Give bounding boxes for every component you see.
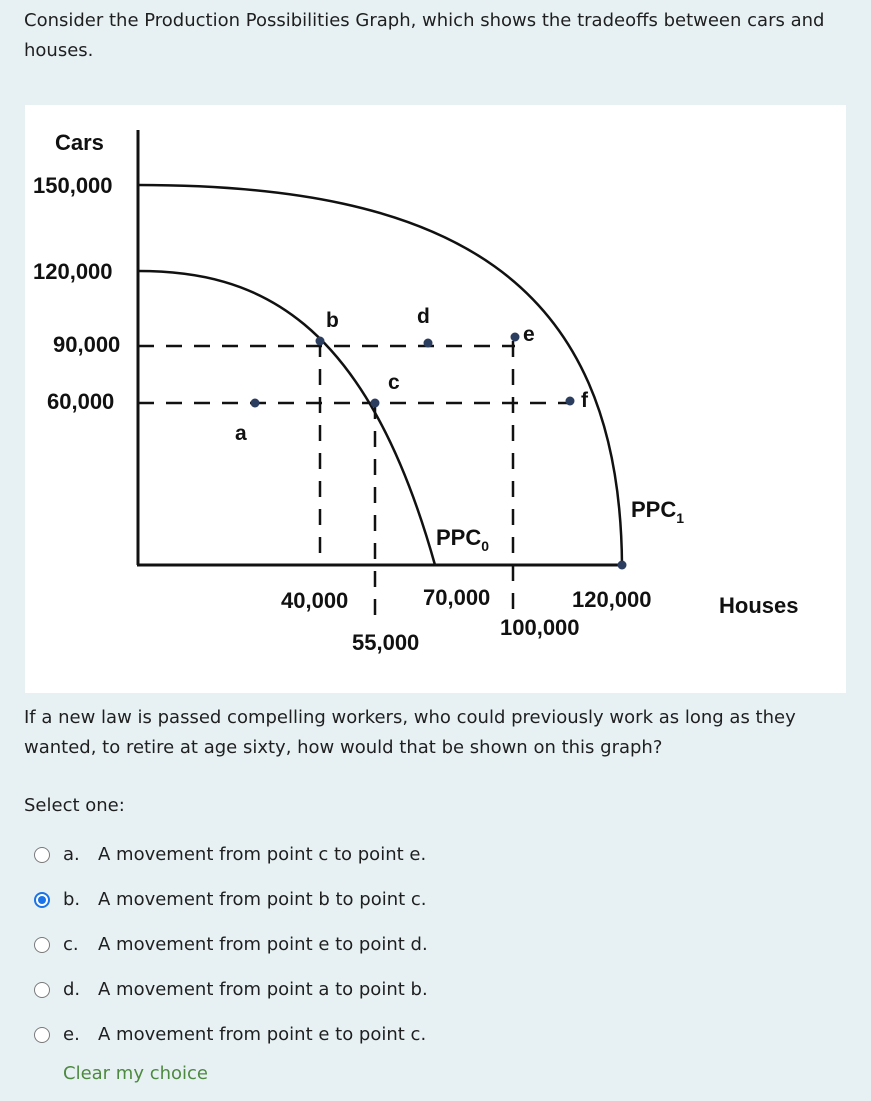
point-d-marker (424, 339, 433, 348)
point-c-marker (371, 399, 380, 408)
option-e-radio[interactable] (34, 1027, 50, 1043)
option-c-text[interactable]: A movement from point e to point d. (98, 934, 428, 955)
option-a-letter: a. (63, 844, 80, 865)
point-e-marker (511, 333, 520, 342)
x-tick-100000: 100,000 (500, 615, 580, 640)
option-b-radio[interactable] (34, 892, 50, 908)
y-axis-label: Cars (55, 130, 104, 155)
point-b-marker (316, 337, 325, 346)
clear-choice-link[interactable]: Clear my choice (63, 1063, 208, 1084)
point-a-label: a (235, 422, 247, 445)
point-f-label: f (581, 389, 588, 412)
y-tick-120000: 120,000 (33, 259, 113, 284)
y-tick-60000: 60,000 (47, 389, 115, 414)
y-tick-90000: 90,000 (53, 332, 121, 357)
option-b-text[interactable]: A movement from point b to point c. (98, 889, 427, 910)
y-tick-150000: 150,000 (33, 173, 113, 198)
point-c-label: c (388, 371, 400, 394)
option-c-radio[interactable] (34, 937, 50, 953)
option-e-letter: e. (63, 1024, 80, 1045)
point-a-marker (251, 399, 260, 408)
option-e[interactable] (34, 1012, 428, 1057)
ppc1-intercept-marker (618, 561, 627, 570)
option-a-text[interactable]: A movement from point c to point e. (98, 844, 427, 865)
option-e-text[interactable]: A movement from point e to point c. (98, 1024, 427, 1045)
option-b[interactable] (34, 877, 428, 922)
x-tick-55000: 55,000 (352, 630, 420, 655)
option-a[interactable] (34, 832, 428, 877)
option-c-letter: c. (63, 934, 79, 955)
answer-options (34, 832, 428, 1057)
option-d-text[interactable]: A movement from point a to point b. (98, 979, 428, 1000)
option-d-letter: d. (63, 979, 81, 1000)
x-tick-40000: 40,000 (281, 588, 349, 613)
point-b-label: b (326, 309, 339, 332)
point-e-label: e (523, 323, 535, 346)
option-b-letter: b. (63, 889, 81, 910)
point-d-label: d (417, 305, 430, 328)
ppc1-curve (138, 185, 622, 565)
x-tick-120000: 120,000 (572, 587, 652, 612)
ppf-graph (25, 105, 846, 693)
question-prompt: If a new law is passed compelling workers, who could previously work as long as they wanted, to retire at age sixty, how would that be shown on this graph? (24, 707, 796, 758)
question-intro: Consider the Production Possibilities Graph, which shows the tradeoffs between cars and houses. (24, 10, 825, 61)
select-one-label: Select one: (24, 795, 125, 816)
option-d-radio[interactable] (34, 982, 50, 998)
option-a-radio[interactable] (34, 847, 50, 863)
ppc1-label: $PPC_1$ (631, 497, 685, 526)
option-c[interactable] (34, 922, 428, 967)
point-f-marker (566, 397, 575, 406)
x-tick-70000: 70,000 (423, 585, 491, 610)
ppf-graph-svg (25, 105, 846, 693)
x-axis-label: Houses (719, 593, 799, 618)
ppc0-label: $PPC_0$ (436, 525, 490, 554)
option-d[interactable] (34, 967, 428, 1012)
ppc0-curve (138, 271, 435, 565)
